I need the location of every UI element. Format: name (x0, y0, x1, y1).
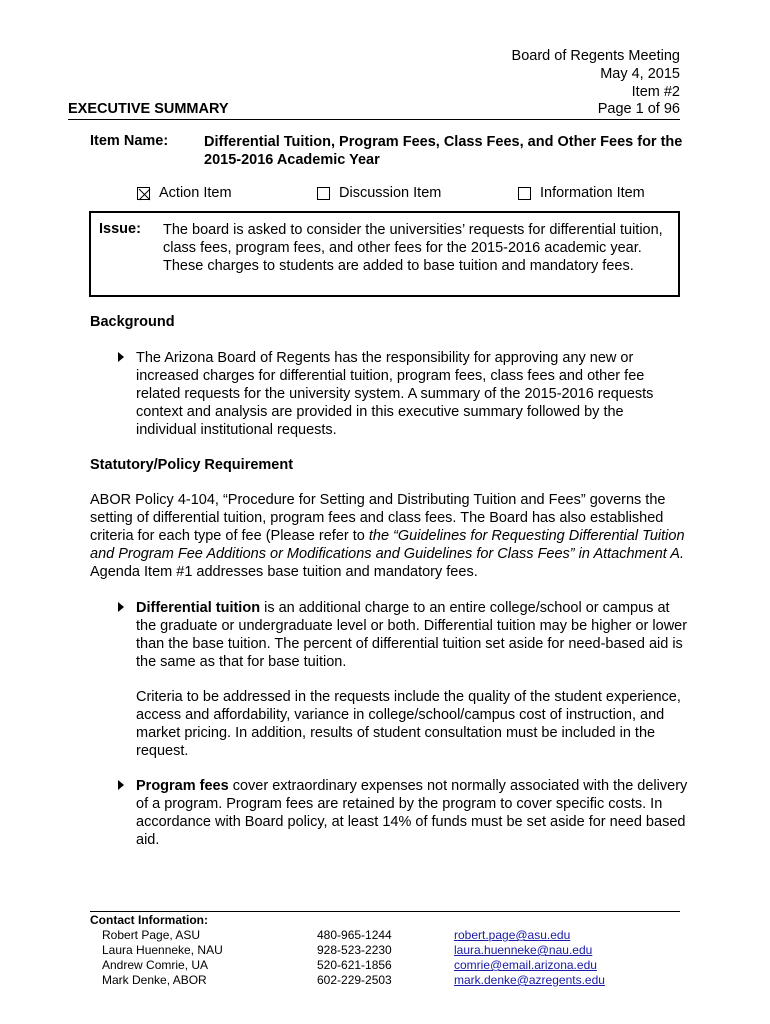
background-bullet (118, 349, 688, 439)
differential-tuition-term: Differential tuition (136, 600, 261, 616)
program-fees-description: cover extraordinary expenses not normally associated with the delivery of a program. Program fees are retained by the program to cover specific costs. In accordance with Board policy, at least 14% of funds must be set aside for need based aid. (136, 778, 688, 848)
meeting-header (512, 47, 680, 101)
contact-name: Andrew Comrie, UA (102, 958, 209, 972)
contact-email-link[interactable]: robert.page@asu.edu (454, 928, 571, 942)
action-item-checkbox[interactable] (137, 185, 232, 201)
bullet-triangle-icon (118, 352, 124, 362)
background-heading: Background (90, 314, 175, 330)
program-fees-bullet (118, 777, 688, 849)
statutory-text-start: ABOR Policy 4-104, “Procedure for Setting and Distributing Tuition and Fees” governs the setting of differential tuition, program fees and class fees. The Board has also established criteria for each type of fee (Please refer to (90, 492, 666, 544)
background-bullet-text: The Arizona Board of Regents has the responsibility for approving any new or increased charges for differential tuition, program fees, class fees and other fee related requests for the university system. A summary of the 2015-2016 requests context and analysis are provided in this executive summary followed by the individual institutional requests. (136, 350, 654, 438)
contact-name: Mark Denke, ABOR (102, 973, 207, 987)
differential-tuition-bullet (118, 599, 688, 671)
item-name-label: Item Name: (90, 133, 169, 149)
contact-name: Laura Huenneke, NAU (102, 943, 223, 957)
information-item-label: Information Item (540, 185, 645, 201)
item-name-value: Differential Tuition, Program Fees, Class Fees, and Other Fees for the 2015-2016 Academic Year (204, 134, 683, 168)
bullet-triangle-icon (118, 602, 124, 612)
program-fees-term: Program fees (136, 778, 229, 794)
contact-phone: 928-523-2230 (317, 943, 392, 957)
contact-email-link[interactable]: mark.denke@azregents.edu (454, 973, 605, 987)
contact-email-link[interactable]: comrie@email.arizona.edu (454, 958, 597, 972)
criteria-paragraph: Criteria to be addressed in the requests include the quality of the student experience, access and affordability, variance in college/school/campus cost of instruction, and market pricing. In addition, results of student consultation must be included in the request. (136, 689, 681, 759)
contact-information-title: Contact Information: (90, 913, 208, 927)
issue-text: The board is asked to consider the universities’ requests for differential tuition, class fees, program fees, and other fees for the 2015-2016 academic year. These charges to students are added to base tuition and mandatory fees. (163, 222, 663, 274)
issue-label: Issue: (99, 221, 141, 237)
discussion-item-label: Discussion Item (339, 185, 442, 201)
item-number: Item #2 (631, 84, 680, 100)
bullet-triangle-icon (118, 780, 124, 790)
meeting-title: Board of Regents Meeting (511, 48, 680, 64)
contact-list (102, 928, 702, 988)
program-fees-text (136, 777, 688, 849)
differential-tuition-description: is an additional charge to an entire college/school or campus at the graduate or undergraduate level or both. Differential tuition may be higher or lower than the base tuition. The percent of differential tuition set aside for need-based aid is the same as that for base tuition. (136, 600, 688, 670)
unchecked-box-icon[interactable] (518, 187, 531, 200)
action-item-label: Action Item (159, 185, 232, 201)
page-number: Page 1 of 96 (597, 101, 680, 117)
section-title: EXECUTIVE SUMMARY (68, 101, 229, 117)
footer-divider (90, 911, 680, 912)
contact-row (102, 928, 702, 943)
contact-email-link[interactable]: laura.huenneke@nau.edu (454, 943, 593, 957)
meeting-date: May 4, 2015 (600, 66, 680, 82)
information-item-checkbox[interactable] (518, 185, 645, 201)
statutory-text-end: Agenda Item #1 addresses base tuition and mandatory fees. (90, 564, 478, 580)
contact-phone: 520-621-1856 (317, 958, 392, 972)
discussion-item-checkbox[interactable] (317, 185, 441, 201)
contact-name: Robert Page, ASU (102, 928, 201, 942)
unchecked-box-icon[interactable] (317, 187, 330, 200)
checked-box-icon[interactable] (137, 187, 150, 200)
contact-row (102, 973, 702, 988)
contact-row (102, 958, 702, 973)
statutory-heading: Statutory/Policy Requirement (90, 457, 294, 473)
issue-box (89, 211, 680, 297)
differential-tuition-text (136, 599, 688, 671)
guidelines-reference: the “Guidelines for Requesting Differential Tuition and Program Fee Additions or Modifications and Guidelines for Class Fees” in Attachment A. (90, 528, 685, 562)
statutory-paragraph (90, 491, 685, 581)
contact-phone: 602-229-2503 (317, 973, 392, 987)
contact-row (102, 943, 702, 958)
contact-phone: 480-965-1244 (317, 928, 392, 942)
executive-summary-bar (68, 101, 680, 120)
